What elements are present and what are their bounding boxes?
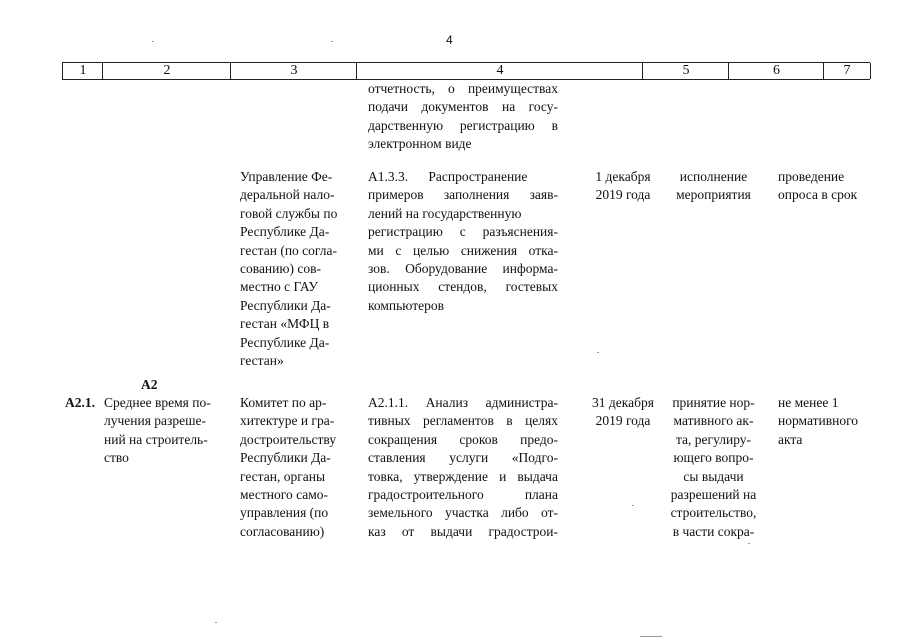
word: регистрацию [368, 224, 443, 240]
text-line: 2019 года [595, 413, 651, 429]
word: выдача [517, 468, 558, 484]
word: услуги [449, 450, 489, 466]
text-line: в части сокра- [672, 523, 755, 539]
row-a21-measure [368, 394, 558, 541]
word: ционных [368, 279, 420, 295]
word: отка- [528, 242, 558, 258]
word: целью [413, 242, 450, 258]
text-line: 1 декабря [595, 169, 651, 184]
word: преимуществах [467, 81, 558, 96]
header-col-4: 4 [356, 63, 643, 79]
text-line: принятие нор- [672, 395, 755, 410]
row-a21-target [778, 394, 858, 449]
text-line [368, 523, 558, 541]
text-line: 2019 года [595, 187, 651, 203]
table-header-row [62, 62, 870, 80]
text-line: Республики Да- [240, 450, 331, 466]
word: в [506, 413, 513, 429]
word: с [395, 242, 402, 258]
page-number: 4 [446, 33, 453, 47]
word: сроков [459, 431, 498, 447]
word: либо [501, 505, 529, 521]
word: о [448, 81, 455, 96]
text-line [368, 486, 558, 504]
section-label: А2 [141, 377, 158, 392]
continuation-col4 [368, 80, 558, 154]
text-line: согласованию) [240, 523, 325, 539]
word: ставления [368, 450, 426, 466]
text-line: деральной нало- [240, 187, 335, 203]
word: целях [525, 413, 558, 429]
word: градостроительного [368, 487, 484, 503]
row-a21-deadline [580, 394, 666, 431]
header-col-6: 6 [728, 63, 824, 79]
word: предо- [520, 431, 558, 447]
word: гостевых [505, 279, 558, 295]
text-line: не менее 1 [778, 395, 839, 410]
word: утверждение [413, 468, 488, 484]
text-line: опроса в срок [778, 187, 858, 203]
row-a21-responsible [240, 394, 336, 541]
text-line: разрешений на [670, 487, 757, 503]
word: заяв- [529, 187, 558, 203]
text-line: Республике Да- [240, 334, 330, 350]
word: каз [368, 523, 386, 539]
text-line [368, 412, 558, 430]
text-line [368, 242, 558, 260]
text-line: гестан, органы [240, 468, 326, 484]
word: заполнения [443, 187, 510, 203]
text-line: местно с ГАУ [240, 279, 318, 295]
text-line: электронном виде [368, 136, 472, 152]
word: выдачи [430, 523, 473, 539]
word: и [499, 468, 507, 484]
row-a21-code: А2.1. [65, 395, 95, 410]
header-col-7: 7 [823, 63, 871, 79]
text-line: сованию) сов- [240, 261, 321, 277]
text-line: Республики Да- [240, 297, 331, 313]
word: от- [541, 505, 558, 521]
text-line: А1.3.3. Распространение [368, 169, 528, 184]
text-line: 31 декабря [592, 395, 654, 410]
text-line [368, 98, 558, 116]
word: администра- [485, 395, 558, 410]
word: градострои- [488, 523, 558, 539]
text-line [368, 394, 558, 412]
word: стендов, [438, 279, 487, 295]
text-line: местного само- [240, 487, 329, 503]
text-line [368, 504, 558, 522]
text-line: гестан «МФЦ в [240, 316, 330, 332]
text-line: та, регулиру- [675, 431, 752, 447]
text-line: мероприятия [676, 187, 751, 203]
row-a133-deadline [580, 168, 666, 205]
text-line: гестан» [240, 353, 284, 369]
text-line [368, 186, 558, 204]
word: госу- [528, 99, 558, 115]
text-line: ющего вопро- [673, 450, 754, 466]
word: в [551, 117, 558, 133]
word: сокращения [368, 431, 438, 447]
header-col-2: 2 [102, 63, 231, 79]
text-line [368, 80, 558, 98]
text-line: гестан (по согла- [240, 242, 337, 258]
text-line: мативного ак- [673, 413, 754, 429]
text-line: говой службы по [240, 205, 338, 221]
word: снижения [460, 242, 518, 258]
row-a133-result [666, 168, 761, 205]
row-a133-responsible [240, 168, 337, 370]
row-a133-measure [368, 168, 558, 315]
scan-speck [597, 352, 599, 353]
row-a133-indicator [778, 168, 857, 205]
text-line: ний на строитель- [104, 431, 208, 447]
text-line: достроительству [240, 431, 337, 447]
word: на [501, 99, 516, 115]
word: регламентов [422, 413, 494, 429]
row-a21-result [664, 394, 763, 541]
word: участка [445, 505, 489, 521]
header-col-3: 3 [230, 63, 357, 79]
text-line [368, 260, 558, 278]
text-line [368, 117, 558, 135]
scan-speck [152, 41, 154, 42]
text-line [368, 449, 558, 467]
word: подачи [368, 99, 408, 115]
text-line: лений на государственную [368, 205, 522, 221]
text-line [368, 468, 558, 486]
text-line: Комитет по ар- [240, 395, 327, 410]
header-col-1: 1 [62, 63, 103, 79]
text-line: лучения разреше- [104, 413, 207, 429]
text-line: сы выдачи [683, 468, 744, 484]
text-line: ство [104, 450, 129, 466]
row-a21-indicator-name [104, 394, 211, 468]
text-line: управления (по [240, 505, 329, 521]
word: плана [524, 487, 558, 503]
word: земельного [368, 505, 433, 521]
text-line: компьютеров [368, 297, 444, 313]
text-line: хитектуре и гра- [240, 413, 335, 429]
text-line: нормативного [778, 413, 859, 429]
word: документов [421, 99, 489, 115]
text-line: Республике Да- [240, 224, 330, 240]
word: примеров [368, 187, 424, 203]
word: от [401, 523, 415, 539]
word: Анализ [425, 395, 469, 410]
word: тивных [368, 413, 411, 429]
scan-speck [640, 636, 662, 637]
word: Оборудование [405, 261, 488, 277]
word: с [459, 224, 466, 240]
text-line [368, 278, 558, 296]
scan-speck [748, 543, 750, 544]
word: товка, [368, 468, 403, 484]
word: отчетность, [368, 81, 435, 96]
word: «Подго- [511, 450, 558, 466]
text-line: исполнение [679, 169, 748, 184]
word: разъяснения- [482, 224, 558, 240]
text-line: проведение [778, 169, 845, 184]
word: ми [368, 242, 384, 258]
scan-speck [331, 41, 333, 42]
text-line: Управление Фе- [240, 169, 333, 184]
text-line [368, 431, 558, 449]
text-line: акта [778, 431, 803, 447]
word: дарственную [368, 117, 444, 133]
text-line [368, 223, 558, 241]
word: информа- [502, 261, 558, 277]
word: зов. [368, 261, 390, 277]
word: А2.1.1. [368, 395, 409, 410]
header-col-5: 5 [642, 63, 729, 79]
text-line: строительство, [670, 505, 757, 521]
scan-speck [215, 622, 217, 623]
text-line: Среднее время по- [104, 395, 211, 410]
word: регистрацию [459, 117, 535, 133]
scan-speck [632, 505, 634, 506]
